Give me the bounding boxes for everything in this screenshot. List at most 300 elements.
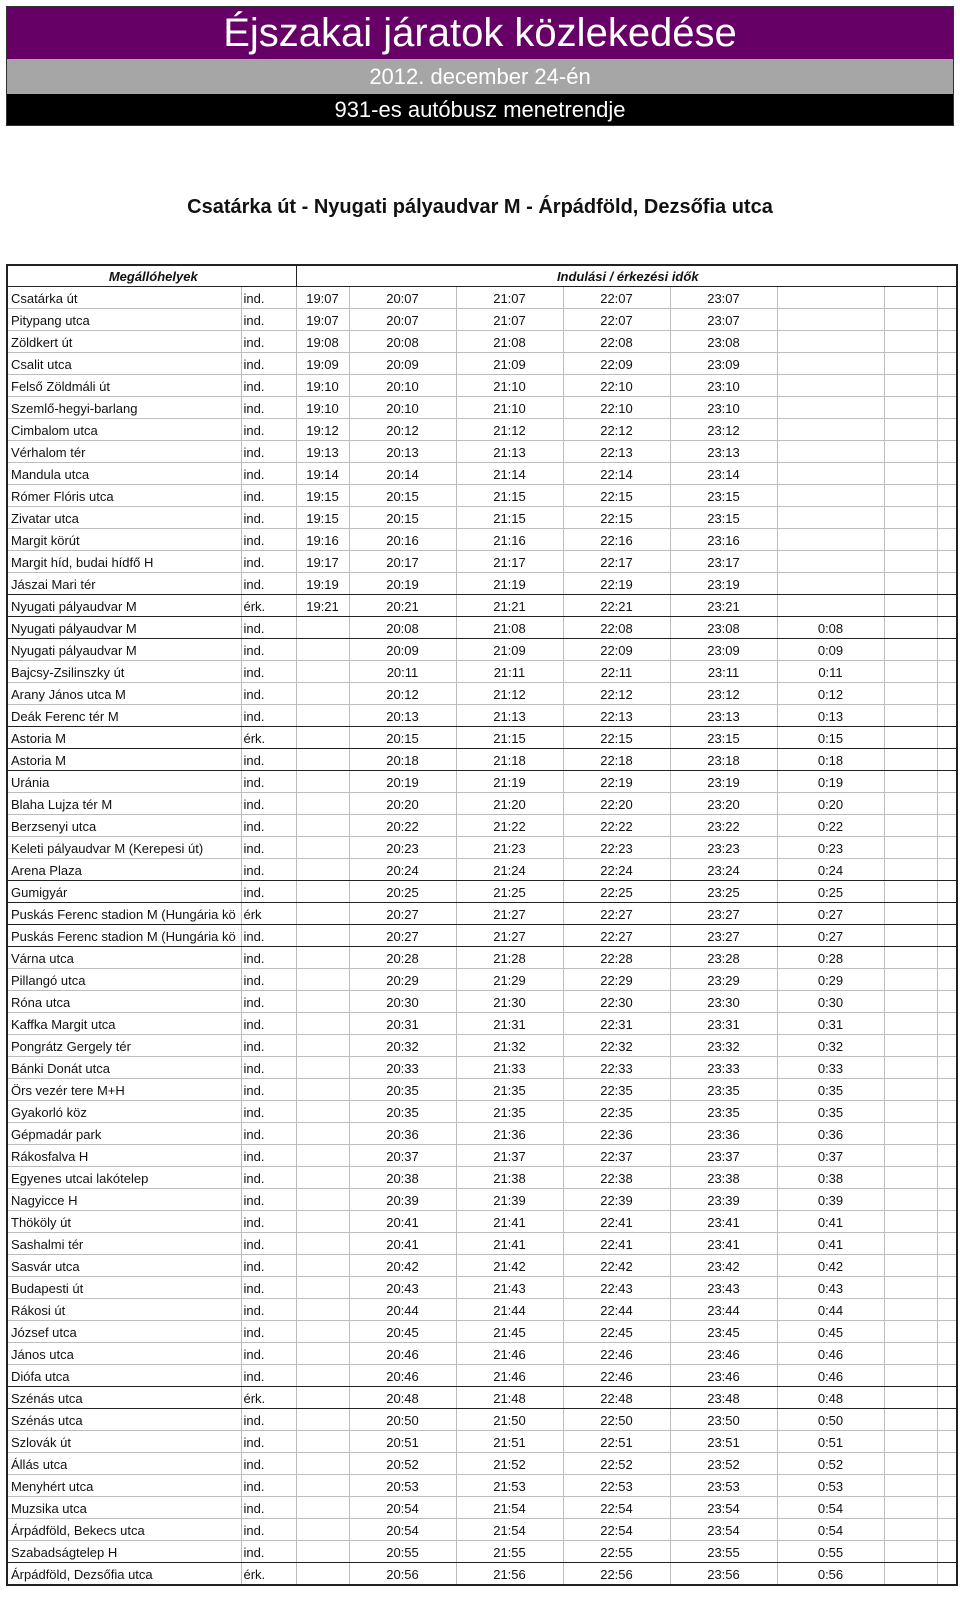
table-row xyxy=(7,1321,957,1343)
time-cell: 20:12 xyxy=(349,419,456,441)
empty-cell xyxy=(884,287,937,309)
empty-cell xyxy=(296,1365,349,1387)
time-cell: 21:51 xyxy=(456,1431,563,1453)
time-cell: 20:07 xyxy=(349,287,456,309)
empty-cell xyxy=(884,793,937,815)
time-cell: 23:14 xyxy=(670,463,777,485)
time-cell: 23:55 xyxy=(670,1541,777,1563)
time-cell: 22:15 xyxy=(563,727,670,749)
time-cell: 20:51 xyxy=(349,1431,456,1453)
empty-cell xyxy=(884,1013,937,1035)
stop-type: ind. xyxy=(241,661,296,683)
stop-type: ind. xyxy=(241,815,296,837)
time-cell: 20:35 xyxy=(349,1101,456,1123)
time-cell: 20:56 xyxy=(349,1563,456,1586)
time-cell: 21:45 xyxy=(456,1321,563,1343)
empty-cell xyxy=(777,463,884,485)
time-cell: 19:13 xyxy=(296,441,349,463)
time-cell: 23:41 xyxy=(670,1211,777,1233)
stop-name: János utca xyxy=(7,1343,241,1365)
empty-cell xyxy=(937,1321,957,1343)
time-cell: 22:13 xyxy=(563,705,670,727)
stop-name: Cimbalom utca xyxy=(7,419,241,441)
stop-type: ind. xyxy=(241,683,296,705)
time-cell: 22:30 xyxy=(563,991,670,1013)
empty-cell xyxy=(296,947,349,969)
time-cell: 21:10 xyxy=(456,397,563,419)
empty-cell xyxy=(937,287,957,309)
time-cell: 0:41 xyxy=(777,1233,884,1255)
time-cell: 0:25 xyxy=(777,881,884,903)
time-cell: 20:15 xyxy=(349,507,456,529)
table-row xyxy=(7,1365,957,1387)
time-cell: 0:38 xyxy=(777,1167,884,1189)
time-cell: 22:32 xyxy=(563,1035,670,1057)
empty-cell xyxy=(937,1519,957,1541)
table-row xyxy=(7,639,957,661)
time-cell: 23:15 xyxy=(670,485,777,507)
time-cell: 0:44 xyxy=(777,1299,884,1321)
empty-cell xyxy=(777,441,884,463)
time-cell: 23:20 xyxy=(670,793,777,815)
time-cell: 20:09 xyxy=(349,353,456,375)
empty-cell xyxy=(884,1409,937,1431)
time-cell: 20:15 xyxy=(349,485,456,507)
time-cell: 23:33 xyxy=(670,1057,777,1079)
empty-cell xyxy=(884,991,937,1013)
time-cell: 22:09 xyxy=(563,639,670,661)
time-cell: 22:52 xyxy=(563,1453,670,1475)
time-cell: 23:11 xyxy=(670,661,777,683)
stop-type: ind. xyxy=(241,793,296,815)
time-cell: 0:55 xyxy=(777,1541,884,1563)
stop-name: Uránia xyxy=(7,771,241,793)
time-cell: 20:33 xyxy=(349,1057,456,1079)
table-row xyxy=(7,463,957,485)
time-cell: 22:17 xyxy=(563,551,670,573)
time-cell: 0:46 xyxy=(777,1343,884,1365)
stop-name: Astoria M xyxy=(7,749,241,771)
empty-cell xyxy=(296,727,349,749)
stop-type: ind. xyxy=(241,1321,296,1343)
stop-name: Diófa utca xyxy=(7,1365,241,1387)
time-cell: 0:46 xyxy=(777,1365,884,1387)
time-cell: 23:44 xyxy=(670,1299,777,1321)
time-cell: 21:08 xyxy=(456,617,563,639)
time-cell: 23:13 xyxy=(670,705,777,727)
table-row xyxy=(7,1409,957,1431)
time-cell: 23:10 xyxy=(670,375,777,397)
stop-name: Szemlő-hegyi-barlang xyxy=(7,397,241,419)
table-row xyxy=(7,991,957,1013)
empty-cell xyxy=(884,1255,937,1277)
time-cell: 22:31 xyxy=(563,1013,670,1035)
empty-cell xyxy=(937,1365,957,1387)
stop-type: ind. xyxy=(241,397,296,419)
time-cell: 0:53 xyxy=(777,1475,884,1497)
time-cell: 22:35 xyxy=(563,1079,670,1101)
time-cell: 20:11 xyxy=(349,661,456,683)
time-cell: 23:27 xyxy=(670,925,777,947)
stop-name: Mandula utca xyxy=(7,463,241,485)
time-cell: 20:41 xyxy=(349,1211,456,1233)
empty-cell xyxy=(296,925,349,947)
empty-cell xyxy=(296,969,349,991)
stop-type: ind. xyxy=(241,1343,296,1365)
time-cell: 19:07 xyxy=(296,287,349,309)
empty-cell xyxy=(296,1167,349,1189)
stop-name: Nagyicce H xyxy=(7,1189,241,1211)
time-cell: 21:15 xyxy=(456,507,563,529)
time-cell: 20:32 xyxy=(349,1035,456,1057)
stop-name: Kaffka Margit utca xyxy=(7,1013,241,1035)
time-cell: 23:48 xyxy=(670,1387,777,1409)
time-cell: 22:46 xyxy=(563,1343,670,1365)
table-row xyxy=(7,1453,957,1475)
empty-cell xyxy=(884,419,937,441)
table-row xyxy=(7,793,957,815)
time-cell: 21:28 xyxy=(456,947,563,969)
time-cell: 21:31 xyxy=(456,1013,563,1035)
stop-type: ind. xyxy=(241,419,296,441)
time-cell: 21:19 xyxy=(456,771,563,793)
empty-cell xyxy=(296,793,349,815)
empty-cell xyxy=(884,1035,937,1057)
time-cell: 20:31 xyxy=(349,1013,456,1035)
stop-type: ind. xyxy=(241,573,296,595)
empty-cell xyxy=(937,1189,957,1211)
time-cell: 20:42 xyxy=(349,1255,456,1277)
time-cell: 23:12 xyxy=(670,419,777,441)
table-row xyxy=(7,1255,957,1277)
empty-cell xyxy=(937,925,957,947)
time-cell: 23:22 xyxy=(670,815,777,837)
time-cell: 23:07 xyxy=(670,287,777,309)
empty-cell xyxy=(937,309,957,331)
stop-type: ind. xyxy=(241,529,296,551)
empty-cell xyxy=(777,375,884,397)
empty-cell xyxy=(296,1145,349,1167)
stop-name: Felső Zöldmáli út xyxy=(7,375,241,397)
time-cell: 0:27 xyxy=(777,925,884,947)
empty-cell xyxy=(296,991,349,1013)
empty-cell xyxy=(296,1519,349,1541)
stop-type: érk. xyxy=(241,727,296,749)
time-cell: 20:54 xyxy=(349,1497,456,1519)
time-cell: 21:29 xyxy=(456,969,563,991)
stop-name: Nyugati pályaudvar M xyxy=(7,617,241,639)
time-cell: 21:46 xyxy=(456,1343,563,1365)
stop-name: Szabadságtelep H xyxy=(7,1541,241,1563)
empty-cell xyxy=(884,441,937,463)
time-cell: 21:09 xyxy=(456,353,563,375)
time-cell: 0:19 xyxy=(777,771,884,793)
table-row xyxy=(7,331,957,353)
empty-cell xyxy=(937,1035,957,1057)
time-cell: 20:07 xyxy=(349,309,456,331)
empty-cell xyxy=(884,1519,937,1541)
time-cell: 23:42 xyxy=(670,1255,777,1277)
stop-type: ind. xyxy=(241,1475,296,1497)
empty-cell xyxy=(937,1431,957,1453)
stop-name: Rákosi út xyxy=(7,1299,241,1321)
time-cell: 23:19 xyxy=(670,771,777,793)
table-row xyxy=(7,441,957,463)
empty-cell xyxy=(884,815,937,837)
table-row xyxy=(7,859,957,881)
table-row xyxy=(7,1497,957,1519)
table-row xyxy=(7,529,957,551)
time-cell: 22:54 xyxy=(563,1497,670,1519)
time-cell: 0:32 xyxy=(777,1035,884,1057)
time-cell: 23:46 xyxy=(670,1365,777,1387)
empty-cell xyxy=(884,1541,937,1563)
stop-type: ind. xyxy=(241,287,296,309)
time-cell: 20:50 xyxy=(349,1409,456,1431)
time-cell: 22:10 xyxy=(563,397,670,419)
empty-cell xyxy=(937,1145,957,1167)
time-cell: 19:10 xyxy=(296,397,349,419)
empty-cell xyxy=(884,463,937,485)
time-cell: 21:30 xyxy=(456,991,563,1013)
time-cell: 21:18 xyxy=(456,749,563,771)
empty-cell xyxy=(937,397,957,419)
table-row xyxy=(7,1013,957,1035)
time-cell: 0:27 xyxy=(777,903,884,925)
table-row xyxy=(7,1035,957,1057)
stop-type: ind. xyxy=(241,639,296,661)
empty-cell xyxy=(884,705,937,727)
stop-name: Astoria M xyxy=(7,727,241,749)
empty-cell xyxy=(937,1563,957,1586)
stop-type: ind. xyxy=(241,837,296,859)
time-cell: 22:23 xyxy=(563,837,670,859)
time-cell: 23:39 xyxy=(670,1189,777,1211)
stop-name: Nyugati pályaudvar M xyxy=(7,639,241,661)
stop-name: Bajcsy-Zsilinszky út xyxy=(7,661,241,683)
time-cell: 21:54 xyxy=(456,1519,563,1541)
time-cell: 22:46 xyxy=(563,1365,670,1387)
time-cell: 21:52 xyxy=(456,1453,563,1475)
empty-cell xyxy=(884,507,937,529)
empty-cell xyxy=(937,1013,957,1035)
stop-type: ind. xyxy=(241,1497,296,1519)
time-cell: 0:29 xyxy=(777,969,884,991)
time-cell: 22:07 xyxy=(563,287,670,309)
stop-name: Árpádföld, Bekecs utca xyxy=(7,1519,241,1541)
time-cell: 23:31 xyxy=(670,1013,777,1035)
time-cell: 20:30 xyxy=(349,991,456,1013)
empty-cell xyxy=(937,727,957,749)
stop-type: érk. xyxy=(241,595,296,617)
time-cell: 20:10 xyxy=(349,375,456,397)
table-row xyxy=(7,683,957,705)
time-cell: 20:52 xyxy=(349,1453,456,1475)
time-cell: 21:39 xyxy=(456,1189,563,1211)
empty-cell xyxy=(884,903,937,925)
stop-type: ind. xyxy=(241,375,296,397)
time-cell: 23:50 xyxy=(670,1409,777,1431)
time-cell: 0:11 xyxy=(777,661,884,683)
stop-type: ind. xyxy=(241,441,296,463)
time-cell: 0:08 xyxy=(777,617,884,639)
time-cell: 23:13 xyxy=(670,441,777,463)
time-cell: 21:17 xyxy=(456,551,563,573)
empty-cell xyxy=(937,463,957,485)
time-cell: 19:07 xyxy=(296,309,349,331)
empty-cell xyxy=(884,661,937,683)
time-cell: 23:56 xyxy=(670,1563,777,1586)
empty-cell xyxy=(296,1013,349,1035)
stop-name: Blaha Lujza tér M xyxy=(7,793,241,815)
empty-cell xyxy=(937,1101,957,1123)
empty-cell xyxy=(777,529,884,551)
empty-cell xyxy=(937,1079,957,1101)
time-cell: 0:54 xyxy=(777,1519,884,1541)
empty-cell xyxy=(777,331,884,353)
stop-type: ind. xyxy=(241,1409,296,1431)
empty-cell xyxy=(884,1431,937,1453)
empty-cell xyxy=(296,1079,349,1101)
empty-cell xyxy=(884,573,937,595)
time-cell: 23:45 xyxy=(670,1321,777,1343)
stop-name: Zivatar utca xyxy=(7,507,241,529)
stop-type: ind. xyxy=(241,1013,296,1035)
time-cell: 22:15 xyxy=(563,485,670,507)
stop-type: érk. xyxy=(241,1563,296,1586)
time-cell: 21:55 xyxy=(456,1541,563,1563)
time-cell: 21:21 xyxy=(456,595,563,617)
empty-cell xyxy=(296,1035,349,1057)
time-cell: 23:12 xyxy=(670,683,777,705)
time-cell: 22:28 xyxy=(563,947,670,969)
table-row xyxy=(7,815,957,837)
stop-type: ind. xyxy=(241,1541,296,1563)
table-row xyxy=(7,397,957,419)
time-cell: 21:41 xyxy=(456,1211,563,1233)
table-row xyxy=(7,837,957,859)
time-cell: 22:19 xyxy=(563,771,670,793)
time-cell: 22:14 xyxy=(563,463,670,485)
empty-cell xyxy=(884,397,937,419)
time-cell: 23:46 xyxy=(670,1343,777,1365)
time-cell: 0:12 xyxy=(777,683,884,705)
time-cell: 22:29 xyxy=(563,969,670,991)
empty-cell xyxy=(937,903,957,925)
stop-type: ind. xyxy=(241,969,296,991)
time-cell: 22:48 xyxy=(563,1387,670,1409)
time-cell: 21:10 xyxy=(456,375,563,397)
time-cell: 22:41 xyxy=(563,1233,670,1255)
time-cell: 0:33 xyxy=(777,1057,884,1079)
time-cell: 22:43 xyxy=(563,1277,670,1299)
empty-cell xyxy=(296,1497,349,1519)
time-cell: 21:27 xyxy=(456,925,563,947)
empty-cell xyxy=(937,1387,957,1409)
stop-type: ind. xyxy=(241,1519,296,1541)
time-cell: 0:39 xyxy=(777,1189,884,1211)
table-row xyxy=(7,1145,957,1167)
time-cell: 21:12 xyxy=(456,419,563,441)
empty-cell xyxy=(937,683,957,705)
time-cell: 23:38 xyxy=(670,1167,777,1189)
empty-cell xyxy=(884,837,937,859)
time-cell: 20:09 xyxy=(349,639,456,661)
time-cell: 22:56 xyxy=(563,1563,670,1586)
time-cell: 0:20 xyxy=(777,793,884,815)
time-cell: 21:56 xyxy=(456,1563,563,1586)
time-cell: 23:08 xyxy=(670,331,777,353)
time-cell: 22:11 xyxy=(563,661,670,683)
time-cell: 19:21 xyxy=(296,595,349,617)
time-cell: 23:30 xyxy=(670,991,777,1013)
stop-name: Egyenes utcai lakótelep xyxy=(7,1167,241,1189)
empty-cell xyxy=(884,749,937,771)
time-cell: 20:27 xyxy=(349,925,456,947)
empty-cell xyxy=(296,749,349,771)
empty-cell xyxy=(937,1343,957,1365)
empty-cell xyxy=(884,1277,937,1299)
table-row xyxy=(7,353,957,375)
time-cell: 22:12 xyxy=(563,683,670,705)
empty-cell xyxy=(937,375,957,397)
table-row xyxy=(7,705,957,727)
stop-name: Várna utca xyxy=(7,947,241,969)
empty-cell xyxy=(937,837,957,859)
time-cell: 23:36 xyxy=(670,1123,777,1145)
stop-name: Nyugati pályaudvar M xyxy=(7,595,241,617)
stop-type: ind. xyxy=(241,771,296,793)
empty-cell xyxy=(884,1057,937,1079)
page-title: Éjszakai járatok közlekedése xyxy=(7,7,953,59)
table-row xyxy=(7,1541,957,1563)
empty-cell xyxy=(937,1497,957,1519)
stop-name: Pillangó utca xyxy=(7,969,241,991)
time-cell: 20:14 xyxy=(349,463,456,485)
empty-cell xyxy=(296,1541,349,1563)
time-cell: 22:24 xyxy=(563,859,670,881)
time-cell: 21:32 xyxy=(456,1035,563,1057)
stop-type: ind. xyxy=(241,1233,296,1255)
table-row xyxy=(7,1277,957,1299)
table-row xyxy=(7,1563,957,1586)
time-cell: 22:07 xyxy=(563,309,670,331)
table-row xyxy=(7,1167,957,1189)
stop-type: ind. xyxy=(241,1189,296,1211)
empty-cell xyxy=(296,815,349,837)
time-cell: 19:10 xyxy=(296,375,349,397)
time-cell: 21:13 xyxy=(456,705,563,727)
empty-cell xyxy=(777,595,884,617)
stop-type: ind. xyxy=(241,1365,296,1387)
time-cell: 22:12 xyxy=(563,419,670,441)
empty-cell xyxy=(296,1343,349,1365)
empty-cell xyxy=(937,991,957,1013)
time-cell: 22:15 xyxy=(563,507,670,529)
empty-cell xyxy=(296,683,349,705)
time-cell: 19:09 xyxy=(296,353,349,375)
time-cell: 21:42 xyxy=(456,1255,563,1277)
time-cell: 20:43 xyxy=(349,1277,456,1299)
empty-cell xyxy=(937,1475,957,1497)
time-cell: 20:36 xyxy=(349,1123,456,1145)
empty-cell xyxy=(884,595,937,617)
empty-cell xyxy=(937,1255,957,1277)
table-row xyxy=(7,1079,957,1101)
time-cell: 22:27 xyxy=(563,925,670,947)
empty-cell xyxy=(296,1101,349,1123)
header-banner xyxy=(6,6,954,126)
